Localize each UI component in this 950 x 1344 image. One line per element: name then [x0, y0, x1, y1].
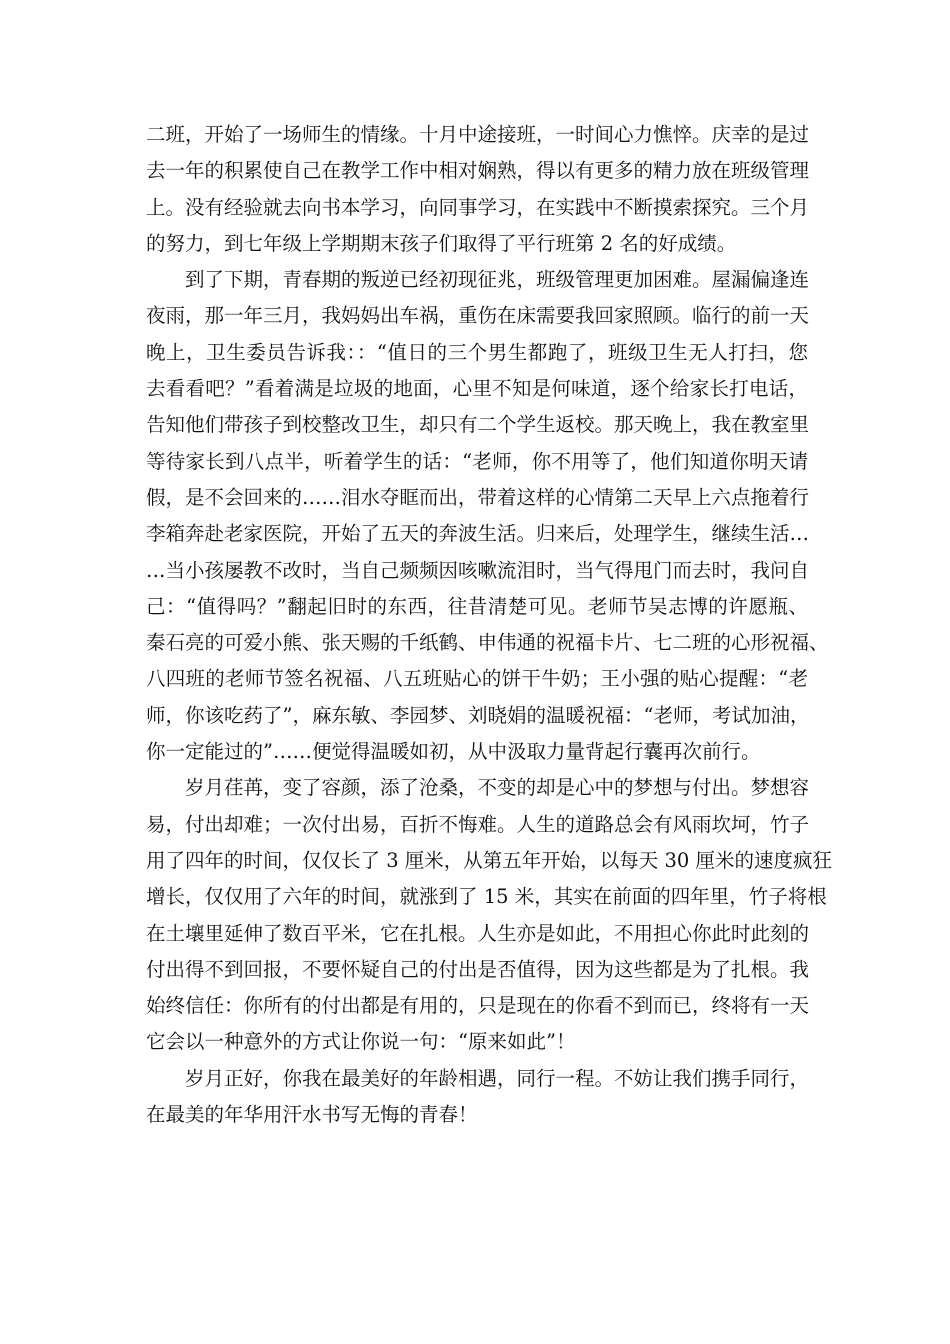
text-line: 的努力，到七年级上学期期末孩子们取得了平行班第 2 名的好成绩。	[146, 231, 737, 255]
text-line: 付出得不到回报，不要怀疑自己的付出是否值得，因为这些都是为了扎根。我	[146, 957, 810, 981]
text-line: 夜雨，那一年三月，我妈妈出车祸，重伤在床需要我回家照顾。临行的前一天	[146, 304, 810, 328]
text-line: 岁月正好，你我在最美好的年龄相遇，同行一程。不妨让我们携手同行，	[185, 1066, 810, 1090]
text-line: 易，付出却难；一次付出易，百折不悔难。人生的道路总会有风雨坎坷，竹子	[146, 812, 810, 836]
article-body	[146, 117, 833, 1133]
text-line: 去一年的积累使自己在教学工作中相对娴熟，得以有更多的精力放在班级管理	[146, 159, 810, 183]
paragraph-1	[146, 117, 808, 262]
paragraph-4	[146, 1061, 808, 1134]
text-line: 八四班的老师节签名祝福、八五班贴心的饼干牛奶；王小强的贴心提醒：“老	[146, 667, 808, 691]
text-line: 岁月荏苒，变了容颜，添了沧桑，不变的却是心中的梦想与付出。梦想容	[185, 776, 810, 800]
text-line: 到了下期，青春期的叛逆已经初现征兆，班级管理更加困难。屋漏偏逢连	[185, 268, 810, 292]
text-line: 增长，仅仅用了六年的时间，就涨到了 15 米，其实在前面的四年里，竹子将根	[146, 885, 827, 909]
text-line: 在最美的年华用汗水书写无悔的青春！	[146, 1103, 478, 1127]
text-line: 晚上，卫生委员告诉我：：“值日的三个男生都跑了，班级卫生无人打扫，您	[146, 340, 808, 364]
text-line: 己：“值得吗？”翻起旧时的东西，往昔清楚可见。老师节吴志博的许愿瓶、	[146, 594, 808, 618]
text-line: 等待家长到八点半，听着学生的话：“老师，你不用等了，他们知道你明天请	[146, 449, 808, 473]
text-line: 二班，开始了一场师生的情缘。十月中途接班，一时间心力憔悴。庆幸的是过	[146, 123, 810, 146]
text-line: 用了四年的时间，仅仅长了 3 厘米，从第五年开始，以每天 30 厘米的速度疯狂	[146, 848, 833, 872]
text-line: 上。没有经验就去向书本学习，向同事学习，在实践中不断摸索探究。三个月	[146, 195, 810, 219]
text-line: 你一定能过的”……便觉得温暖如初，从中汲取力量背起行囊再次前行。	[146, 740, 761, 764]
paragraph-3	[146, 770, 833, 1060]
text-line: 李箱奔赴老家医院，开始了五天的奔波生活。归来后，处理学生，继续生活…	[146, 522, 810, 546]
text-line: 秦石亮的可爱小熊、张天赐的千纸鹤、申伟通的祝福卡片、七二班的心形祝福、	[146, 631, 829, 655]
text-line: 告知他们带孩子到校整改卫生，却只有二个学生返校。那天晚上，我在教室里	[146, 413, 810, 437]
paragraph-2	[146, 262, 829, 770]
text-line: 假，是不会回来的……泪水夺眶而出，带着这样的心情第二天早上六点拖着行	[146, 485, 810, 509]
text-line: 它会以一种意外的方式让你说一句：“原来如此”！	[146, 1030, 576, 1054]
text-line: 始终信任：你所有的付出都是有用的，只是现在的你看不到而已，终将有一天	[146, 994, 810, 1018]
text-line: 在土壤里延伸了数百平米，它在扎根。人生亦是如此，不用担心你此时此刻的	[146, 921, 810, 945]
text-line: 师，你该吃药了”，麻东敏、李园梦、刘晓娟的温暖祝福：“老师，考试加油，	[146, 703, 810, 727]
text-line: …当小孩屡教不改时，当自己频频因咳嗽流泪时，当气得甩门而去时，我问自	[146, 558, 810, 582]
text-line: 去看看吧？”看着满是垃圾的地面，心里不知是何味道，逐个给家长打电话，	[146, 377, 808, 401]
